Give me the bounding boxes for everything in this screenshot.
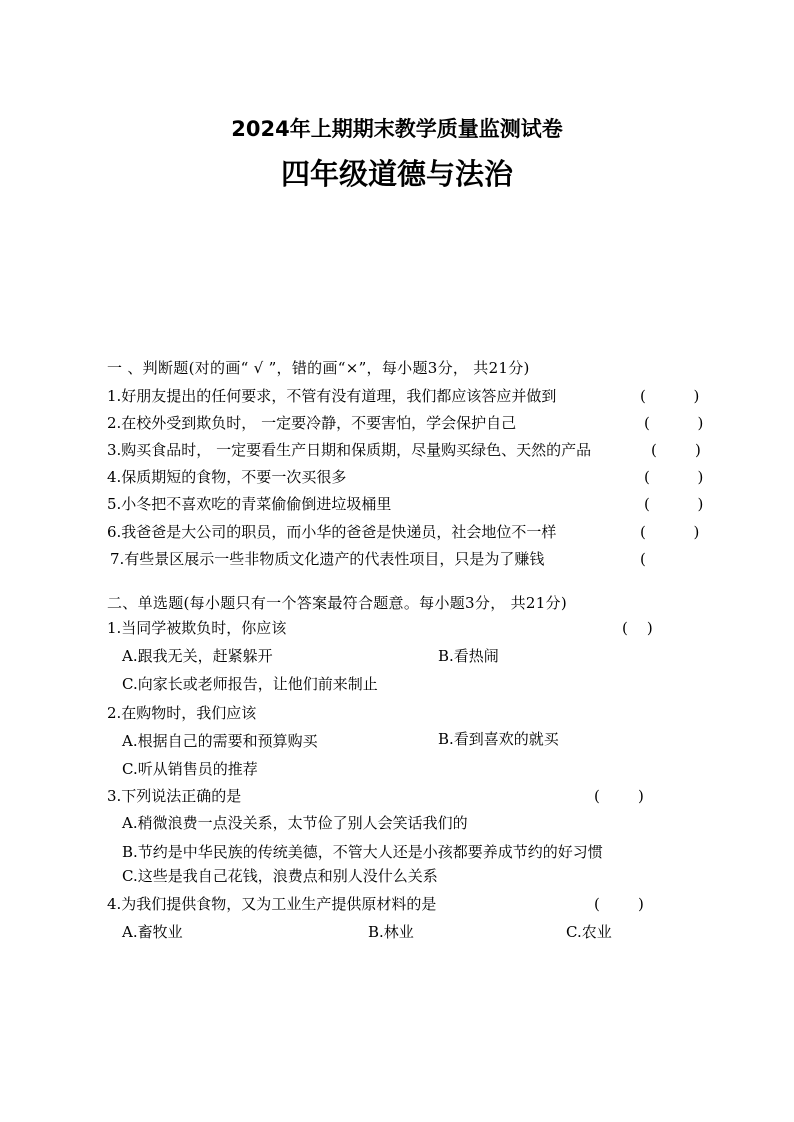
judge-item-1-paren: ( ) (640, 387, 700, 405)
judge-item-4: 4.保质期短的食物，不要一次买很多 (107, 468, 347, 486)
judge-item-7: 7.有些景区展示一些非物质文化遗产的代表性项目，只是为了赚钱 (110, 550, 545, 568)
choice-q3-option-c: C.这些是我自己花钱，浪费点和别人没什么关系 (122, 867, 438, 885)
judge-item-3-paren: ( ) (651, 441, 701, 459)
choice-q4-option-c: C.农业 (566, 923, 612, 941)
choice-q3-option-a: A.稍微浪费一点没关系，太节俭了别人会笑话我们的 (122, 814, 468, 832)
choice-q4-option-a: A.畜牧业 (122, 923, 183, 941)
choice-q3-option-b: B.节约是中华民族的传统美德，不管大人还是小孩都要养成节约的好习惯 (122, 843, 603, 861)
judge-item-7-paren: ( (640, 550, 646, 568)
choice-q3-paren: ( ) (594, 787, 644, 805)
section1-heading: 一 、判断题(对的画“ √ ”，错的画“×”，每小题3分， 共21分) (107, 359, 530, 377)
judge-item-5-paren: ( ) (644, 495, 704, 513)
judge-item-2: 2.在校外受到欺负时， 一定要冷静，不要害怕，学会保护自己 (107, 414, 517, 432)
choice-q2-stem: 2.在购物时，我们应该 (107, 704, 257, 722)
choice-q3-stem: 3.下列说法正确的是 (107, 787, 242, 805)
choice-q1-option-a: A.跟我无关，赶紧躲开 (122, 647, 273, 665)
choice-q2-option-c: C.听从销售员的推荐 (122, 760, 258, 778)
choice-q2-option-a: A.根据自己的需要和预算购买 (122, 732, 318, 750)
choice-q4-option-b: B.林业 (368, 923, 414, 941)
choice-q1-option-c: C.向家长或老师报告，让他们前来制止 (122, 675, 378, 693)
judge-item-4-paren: ( ) (644, 468, 704, 486)
choice-q4-paren: ( ) (594, 895, 644, 913)
section2-heading: 二、单选题(每小题只有一个答案最符合题意。每小题3分， 共21分) (107, 594, 568, 612)
choice-q2-option-b: B.看到喜欢的就买 (438, 730, 559, 748)
judge-item-1: 1.好朋友提出的任何要求，不管有没有道理，我们都应该答应并做到 (107, 387, 557, 405)
choice-q1-paren: ( ) (622, 619, 653, 637)
choice-q1-stem: 1.当同学被欺负时，你应该 (107, 619, 287, 637)
choice-q1-option-b: B.看热闹 (438, 647, 499, 665)
judge-item-6: 6.我爸爸是大公司的职员，而小华的爸爸是快递员，社会地位不一样 (107, 523, 557, 541)
judge-item-2-paren: ( ) (644, 414, 704, 432)
exam-subtitle: 四年级道德与法治 (280, 157, 513, 191)
judge-item-5: 5.小冬把不喜欢吃的青菜偷偷倒进垃圾桶里 (107, 495, 392, 513)
judge-item-3: 3.购买食品时， 一定要看生产日期和保质期，尽量购买绿色、天然的产品 (107, 441, 592, 459)
choice-q4-stem: 4.为我们提供食物，又为工业生产提供原材料的是 (107, 895, 437, 913)
judge-item-6-paren: ( ) (640, 523, 700, 541)
exam-title: 2024年上期期末教学质量监测试卷 (231, 117, 563, 141)
